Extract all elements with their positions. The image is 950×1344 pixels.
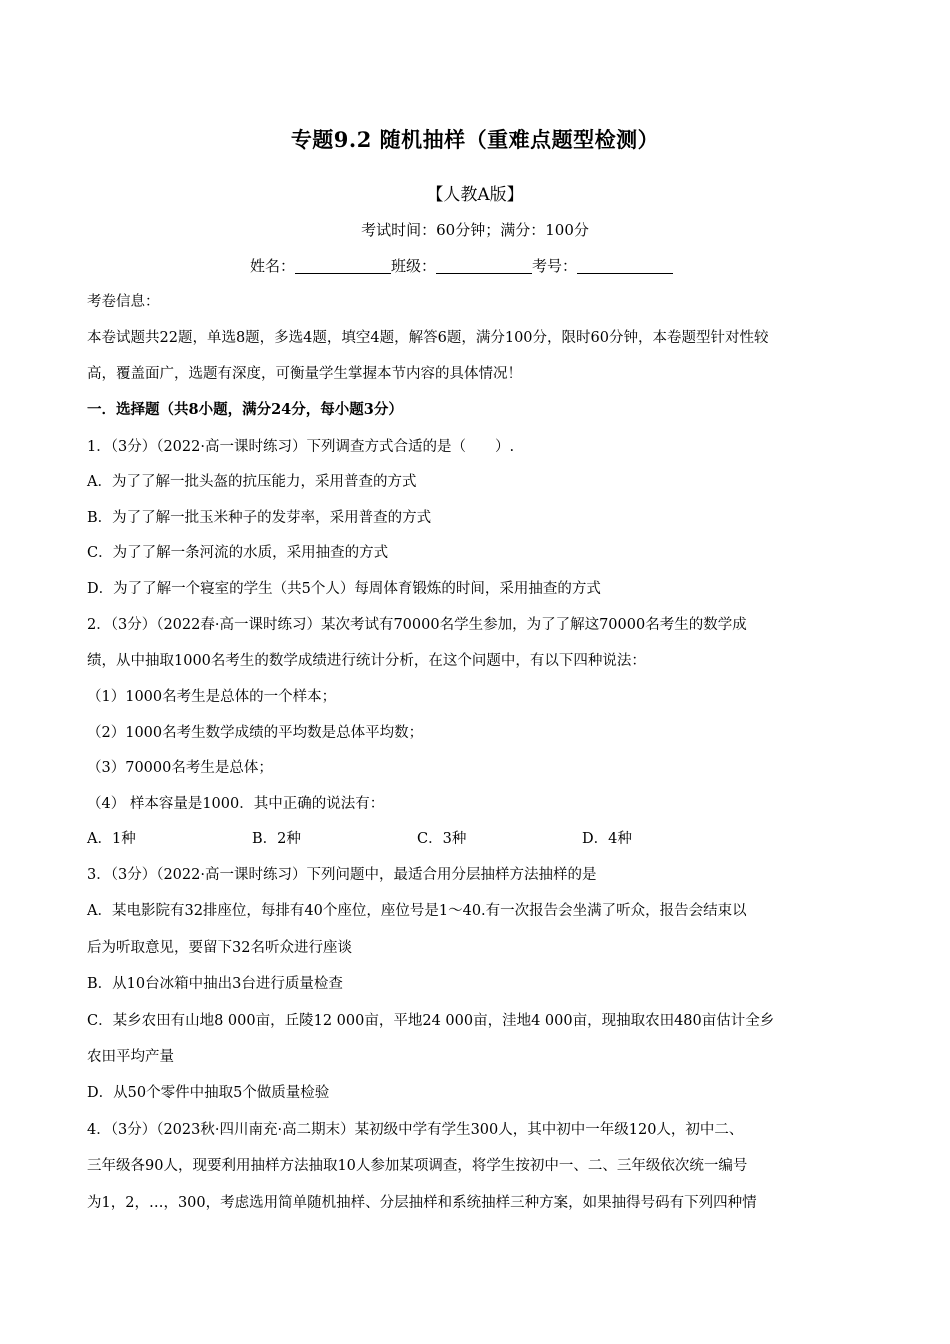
class-blank[interactable]	[436, 257, 532, 274]
question-2-statement: （1）1000名考生是总体的一个样本；	[87, 689, 337, 705]
section-heading: 一．选择题（共8小题，满分24分，每小题3分）	[87, 401, 403, 418]
question-2-option-b: B．2种	[252, 831, 301, 847]
question-1-option-a: A．为了了解一批头盔的抗压能力，采用普查的方式	[87, 474, 417, 490]
name-label: 姓名：	[250, 257, 296, 275]
question-3-option-d: D．从50个零件中抽取5个做质量检验	[87, 1085, 330, 1101]
question-4-stem: 4．（3分）（2023秋·四川南充·高二期末）某初级中学有学生300人，其中初中一年级120人，初中二、	[87, 1122, 744, 1138]
question-2-option-d: D．4种	[582, 831, 632, 847]
question-3-option-a: A．某电影院有32排座位，每排有40个座位，座位号是1～40.有一次报告会坐满了听众，报告会结束以	[87, 903, 747, 919]
id-label: 考号：	[532, 257, 578, 275]
question-2-statement: （4） 样本容量是1000．其中正确的说法有：	[87, 796, 385, 812]
question-2-option-a: A．1种	[87, 831, 136, 847]
question-1-stem: 1．（3分）（2022·高一课时练习）下列调查方式合适的是（ ）.	[87, 439, 515, 455]
info-line: 本卷试题共22题，单选8题，多选4题，填空4题，解答6题，满分100分，限时60分钟，本卷题型针对性较	[87, 330, 769, 346]
question-3-stem: 3．（3分）（2022·高一课时练习）下列问题中，最适合用分层抽样方法抽样的是	[87, 867, 597, 883]
question-2-options	[87, 829, 747, 849]
question-3-option-c: C．某乡农田有山地8 000亩，丘陵12 000亩，平地24 000亩，洼地4 000亩，现抽取农田480亩估计全乡	[87, 1013, 775, 1029]
question-1-option-c: C．为了了解一条河流的水质，采用抽查的方式	[87, 545, 389, 561]
question-4-stem: 为1，2，…，300，考虑选用简单随机抽样、分层抽样和系统抽样三种方案，如果抽得号码有下列四种情	[87, 1195, 757, 1211]
edition-label: 【人教A版】	[426, 185, 524, 205]
question-4-stem: 三年级各90人，现要利用抽样方法抽取10人参加某项调查，将学生按初中一、二、三年级依次统一编号	[87, 1158, 748, 1174]
question-2-stem: 绩，从中抽取1000名考生的数学成绩进行统计分析，在这个问题中，有以下四种说法：	[87, 653, 646, 669]
question-3-option-b: B．从10台冰箱中抽出3台进行质量检查	[87, 976, 343, 992]
question-2-statement: （3）70000名考生是总体；	[87, 760, 273, 776]
class-label: 班级：	[391, 257, 437, 275]
id-blank[interactable]	[577, 257, 673, 274]
exam-time-info: 考试时间：60分钟；满分：100分	[361, 221, 589, 239]
info-heading: 考卷信息：	[87, 294, 160, 310]
page-title: 专题9.2 随机抽样（重难点题型检测）	[290, 127, 660, 152]
question-1-option-b: B．为了了解一批玉米种子的发芽率，采用普查的方式	[87, 510, 432, 526]
question-2-statement: （2）1000名考生数学成绩的平均数是总体平均数；	[87, 725, 424, 741]
question-2-option-c: C．3种	[417, 831, 467, 847]
student-info-line	[250, 255, 673, 276]
question-3-option-a-cont: 后为听取意见，要留下32名听众进行座谈	[87, 940, 352, 956]
name-blank[interactable]	[295, 257, 391, 274]
info-line: 高，覆盖面广，选题有深度，可衡量学生掌握本节内容的具体情况！	[87, 366, 522, 382]
question-1-option-d: D．为了了解一个寝室的学生（共5个人）每周体育锻炼的时间，采用抽查的方式	[87, 581, 601, 597]
question-3-option-c-cont: 农田平均产量	[87, 1049, 174, 1065]
question-2-stem: 2．（3分）（2022春·高一课时练习）某次考试有70000名学生参加，为了了解这70000名考生的数学成	[87, 617, 747, 633]
